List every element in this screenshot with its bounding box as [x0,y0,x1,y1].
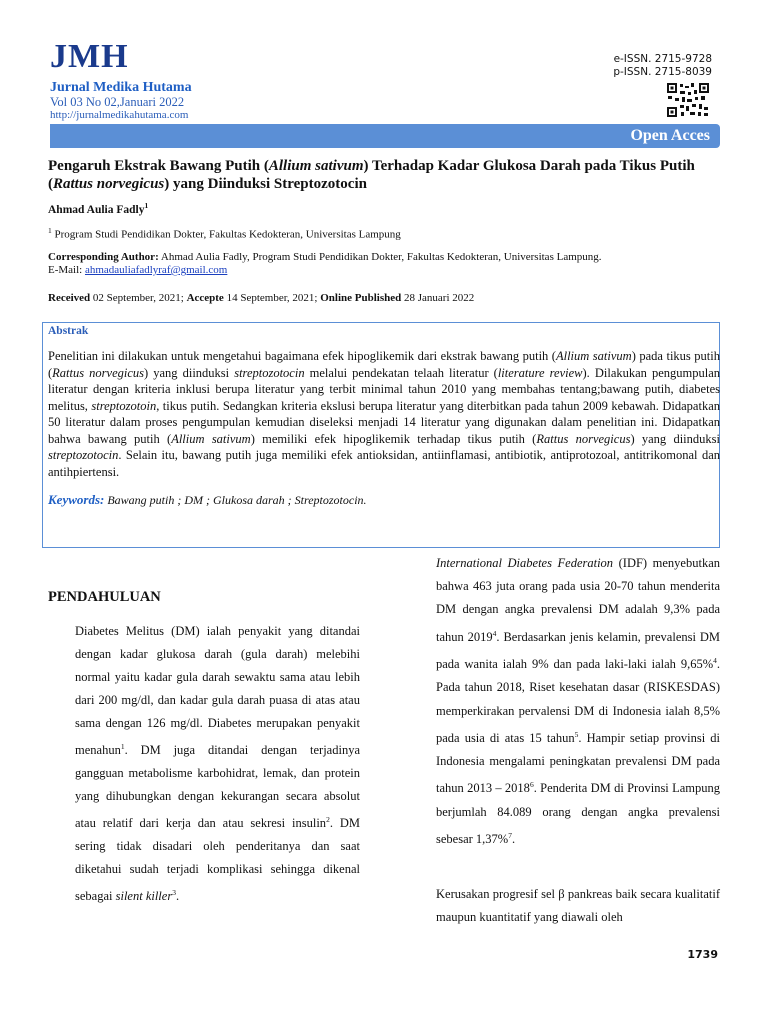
text-run: . DM juga ditandai dengan terjadinya gangguan metabolisme karbohidrat, lemak, dan protein yang dihubungkan dengan kekurangan secara absolut atau relatif dari kerja dan atau sekresi insulin [75,743,360,831]
dates-line [48,292,474,304]
author [48,201,148,216]
accepted-label: Accepte [186,292,224,304]
affiliation-sup: 1 [48,226,52,235]
right-column-paragraph-2: Kerusakan progresif sel β pankreas baik secara kualitatif maupun kuantitatif yang diawali oleh [436,887,720,925]
text-run: (IDF) menyebutkan bahwa 463 juta orang pada usia 20-70 tahun menderita DM dengan angka prevalensi DM adalah 9,3% pada tahun 2019 [436,556,720,644]
italic-text: International Diabetes Federation [436,556,614,570]
text-run: Pengaruh Ekstrak Bawang Putih ( [48,158,269,174]
italic-text: silent killer [115,889,173,904]
text-run: ) yang diinduksi [630,431,720,446]
italic-text: literature review [497,365,583,380]
right-column-text [436,552,720,851]
received-date: 02 September, 2021; [92,292,184,304]
text-run: . DM sering tidak disadari oleh penderitanya dan saat diketahui sudah terjadi komplikasi sehingga dikenal sebagai [75,816,360,904]
author-name: Ahmad Aulia Fadly [48,203,145,216]
issn-block [613,53,712,79]
reference-sup: 1 [120,742,125,751]
keywords-colon: : [100,492,105,507]
corresponding-label: Corresponding Author: [48,251,159,263]
email-label: E-Mail: [48,264,83,276]
text-run: . Penderita DM di Provinsi Lampung berjumlah 84.089 orang dengan angka prevalensi sebesar 1,37% [436,781,720,847]
keywords [48,492,367,508]
text-run: Diabetes Melitus (DM) ialah penyakit yang ditandai dengan kadar glukosa darah (gula darah) melebihi normal yaitu kadar gula darah sewaktu sama atau lebih dari 200 mg/dl, dan kadar gula darah puasa di atas atau sama dengan 126 mg/dl. Diabetes merupakan penyakit menahun [75,624,360,758]
reference-sup: 3 [172,888,176,898]
italic-text: Allium sativum [268,158,364,174]
corresponding-text: Ahmad Aulia Fadly, Program Studi Pendidikan Dokter, Fakultas Kedokteran, Universitas Lampung. [160,251,602,263]
journal-name: Jurnal Medika Hutama [50,80,192,95]
email-link[interactable]: ahmadauliafadlyraf@gmail.com [84,264,228,276]
text-run: . Selain itu, bawang putih juga memiliki efek antioksidan, antiinflamasi, antibiotik, antiprotozoal, antitrikomonal dan antihpiertensi. [48,448,720,479]
keywords-label: Keywords [48,492,100,507]
text-run: ) yang diinduksi [144,365,235,380]
affiliation-text: Program Studi Pendidikan Dokter, Fakultas Kedokteran, Universitas Lampung [54,228,401,241]
text-run: Penelitian ini dilakukan untuk mengetahui bagaimana efek hipoglikemik dari ekstrak bawang putih ( [48,349,556,363]
author-sup: 1 [144,201,149,210]
section-heading: PENDAHULUAN [48,589,161,605]
italic-text: Allium sativum [555,349,632,363]
text-run: , tikus putih. Sedangkan kriteria ekslusi berupa literatur yang diterbitkan pada tahun 2009 kebawah. Didapatkan 50 literatur dalam proses pengumpulan kemudian diseleksi menjadi 14 literatur yang digunakan dalam penelitian ini. Didapatkan bahwa bawang putih ( [48,398,720,446]
text-run: . Hampir setiap provinsi di Indonesia mengalami peningkatan prevalensi DM pada tahun 2013 – 2018 [436,730,720,796]
received-label: Received [48,292,91,304]
reference-sup: 4 [713,655,717,665]
accepted-date: 14 September, 2021; [226,292,318,304]
open-access-label: Open Acces [630,127,710,144]
text-run: . Berdasarkan jenis kelamin, prevalensi DM pada wanita ialah 9% dan pada laki-laki ialah 9,65% [436,629,720,672]
text-run: ). Dilakukan pengumpulan literatur dengan kriteria inklusi berupa literatur yang terbit minimal tahun 2010 yang membahas tentang;bawang putih, diabetes melitus, [48,365,721,413]
italic-text: Allium sativum [171,431,251,446]
italic-text: Rattus norvegicus [53,176,165,192]
keywords-text: Bawang putih ; DM ; Glukosa darah ; Streptozotocin. [107,493,367,507]
open-access-band [50,124,720,148]
journal-url[interactable]: http://jurnalmedikahutama.com [50,109,189,121]
abstract-label: Abstrak [48,325,89,337]
affiliation [48,226,401,241]
journal-logo: JMH [50,38,129,75]
text-run: ) Terhadap Kadar Glukosa Darah pada Tikus Putih ( [48,158,695,192]
qr-code-icon [666,82,710,118]
corresponding-author [48,251,728,277]
journal-volume: Vol 03 No 02,Januari 2022 [50,95,185,109]
text-run: ) yang Diinduksi Streptozotocin [164,176,367,192]
left-column-text [75,620,360,908]
italic-text: Rattus norvegicus [52,365,145,380]
reference-sup: 4 [492,628,497,638]
reference-sup: 2 [326,815,330,825]
text-run: . [511,832,516,847]
pissn: p-ISSN. 2715-8039 [613,66,712,78]
italic-text: streptozotoin [91,398,157,413]
text-run: ) memiliki efek hipoglikemik terhadap tikus putih ( [250,431,537,446]
italic-text: streptozotocin [234,365,305,380]
reference-sup: 7 [508,830,512,840]
text-run: melalui pendekatan telaah literatur ( [304,365,498,380]
italic-text: streptozotocin [48,448,119,462]
abstract-text [48,348,720,480]
text-run: . Pada tahun 2018, Riset kesehatan dasar (RISKESDAS) memperkirakan pervalensi DM di Indonesia ialah 8,5% pada usia di atas 15 tahun [436,657,720,745]
reference-sup: 5 [574,729,579,739]
reference-sup: 6 [529,780,534,790]
eissn: e-ISSN. 2715-9728 [613,53,712,65]
text-run: . [175,889,180,904]
text-run: ) pada tikus putih ( [48,349,721,380]
italic-text: Rattus norvegicus [536,431,631,446]
article-title [48,157,728,193]
page-number: 1739 [687,948,718,961]
published-label: Online Published [320,292,402,304]
published-date: 28 Januari 2022 [404,292,475,304]
